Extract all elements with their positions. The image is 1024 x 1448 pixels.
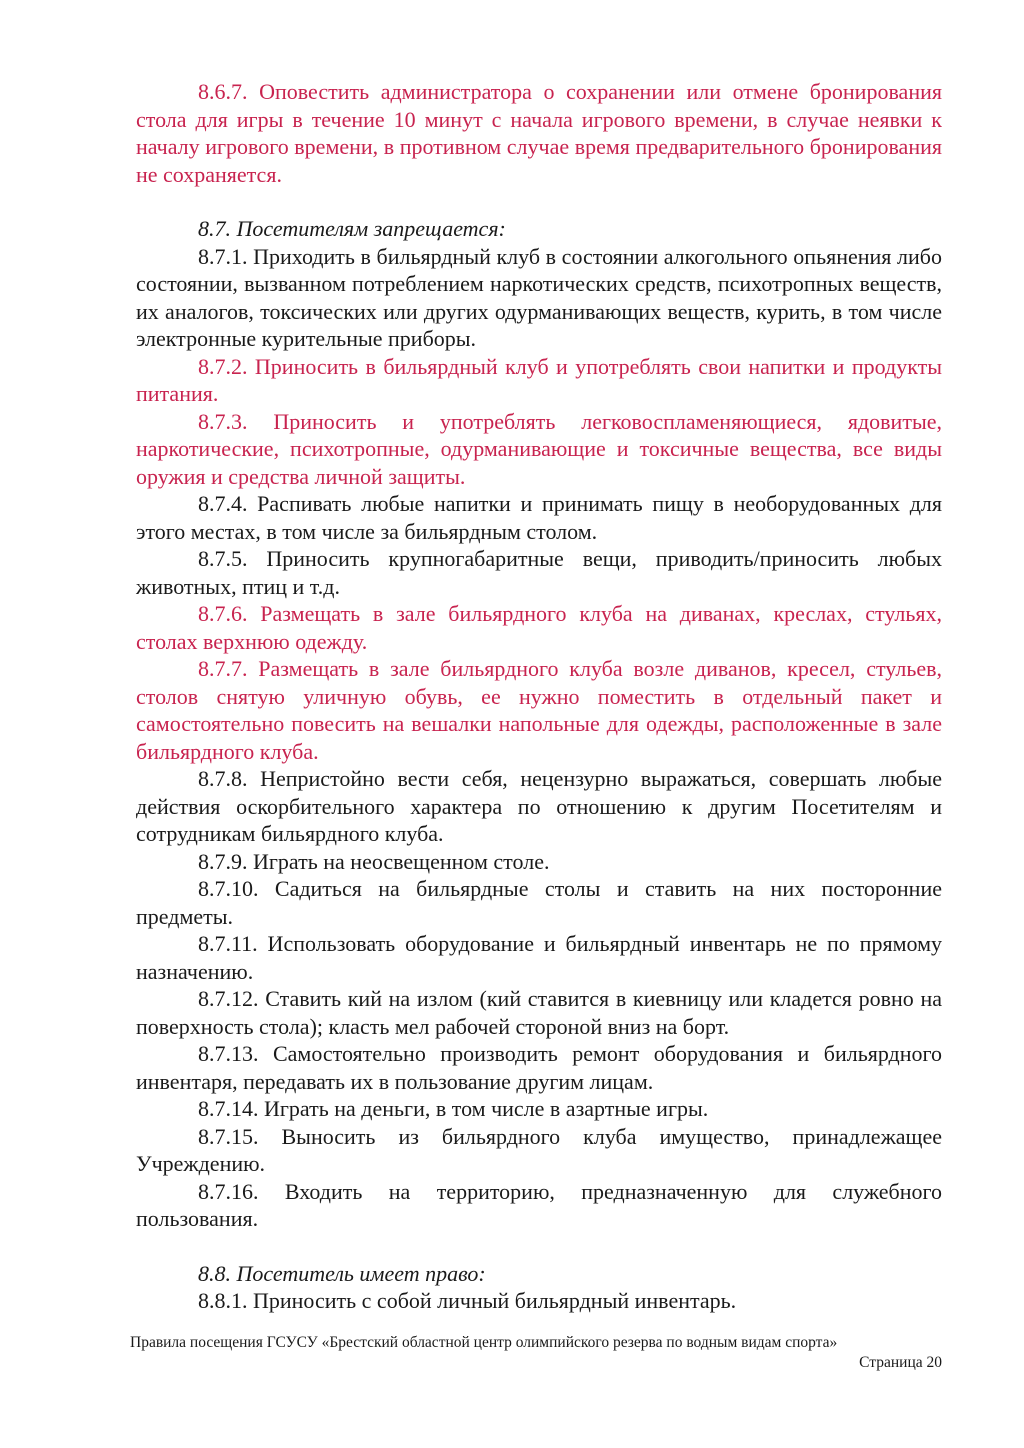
- section-heading-8-8: 8.8. Посетитель имеет право:: [198, 1260, 486, 1286]
- paragraph-8-7-16: 8.7.16. Входить на территорию, предназначенную для служебного пользования.: [136, 1178, 942, 1231]
- paragraph-8-7-15: 8.7.15. Выносить из бильярдного клуба имущество, принадлежащее Учреждению.: [136, 1123, 942, 1176]
- document-body: [136, 78, 942, 1315]
- paragraph-8-7-7: 8.7.7. Размещать в зале бильярдного клуба возле диванов, кресел, стульев, столов снятую уличную обувь, ее нужно поместить в отдельный пакет и самостоятельно повесить на вешалки напольные для одежды, расположенные в зале бильярдного клуба.: [136, 656, 942, 764]
- paragraph-8-7-2: 8.7.2. Приносить в бильярдный клуб и употреблять свои напитки и продукты питания.: [136, 353, 942, 406]
- footer-document-title: Правила посещения ГСУСУ «Брестский областной центр олимпийского резерва по водным видам спорта»: [130, 1334, 838, 1351]
- paragraph-8-7-14: 8.7.14. Играть на деньги, в том числе в азартные игры.: [198, 1096, 709, 1121]
- paragraph-8-7-4: 8.7.4. Распивать любые напитки и принимать пищу в необорудованных для этого местах, в том числе за бильярдным столом.: [136, 491, 942, 544]
- paragraph-8-7-3: 8.7.3. Приносить и употреблять легковоспламеняющиеся, ядовитые, наркотические, психотропные, одурманивающие и токсичные вещества, все виды оружия и средства личной защиты.: [136, 408, 942, 489]
- section-heading-8-7: 8.7. Посетителям запрещается:: [198, 216, 506, 241]
- paragraph-8-7-13: 8.7.13. Самостоятельно производить ремонт оборудования и бильярдного инвентаря, передавать их в пользование другим лицам.: [136, 1041, 942, 1094]
- paragraph-8-7-11: 8.7.11. Использовать оборудование и бильярдный инвентарь не по прямому назначению.: [136, 931, 942, 984]
- paragraph-8-7-9: 8.7.9. Играть на неосвещенном столе.: [198, 848, 550, 874]
- paragraph-8-7-6: 8.7.6. Размещать в зале бильярдного клуба на диванах, креслах, стульях, столах верхнюю одежду.: [136, 601, 942, 654]
- paragraph-8-7-12: 8.7.12. Ставить кий на излом (кий ставится в киевницу или кладется ровно на поверхность стола); класть мел рабочей стороной вниз на борт.: [136, 986, 942, 1039]
- paragraph-8-6-7: 8.6.7. Оповестить администратора о сохранении или отмене бронирования стола для игры в течение 10 минут с начала игрового времени, в случае неявки к началу игрового времени, в противном случае время предварительного бронирования не сохраняется.: [136, 79, 942, 187]
- paragraph-8-7-10: 8.7.10. Садиться на бильярдные столы и ставить на них посторонние предметы.: [136, 876, 942, 929]
- page-footer: [130, 1333, 942, 1373]
- paragraph-8-7-8: 8.7.8. Непристойно вести себя, нецензурно выражаться, совершать любые действия оскорбительного характера по отношению к другим Посетителям и сотрудникам бильярдного клуба.: [136, 766, 942, 846]
- paragraph-8-7-5: 8.7.5. Приносить крупногабаритные вещи, приводить/приносить любых животных, птиц и т.д.: [136, 546, 942, 599]
- paragraph-8-7-1: 8.7.1. Приходить в бильярдный клуб в состоянии алкогольного опьянения либо состоянии, вызванном потреблением наркотических средств, психотропных веществ, их аналогов, токсических или других одурманивающих веществ, курить, в том числе электронные курительные приборы.: [136, 243, 942, 351]
- paragraph-8-8-1: 8.8.1. Приносить с собой личный бильярдный инвентарь.: [198, 1288, 737, 1313]
- footer-page-number: Страница 20: [859, 1354, 942, 1371]
